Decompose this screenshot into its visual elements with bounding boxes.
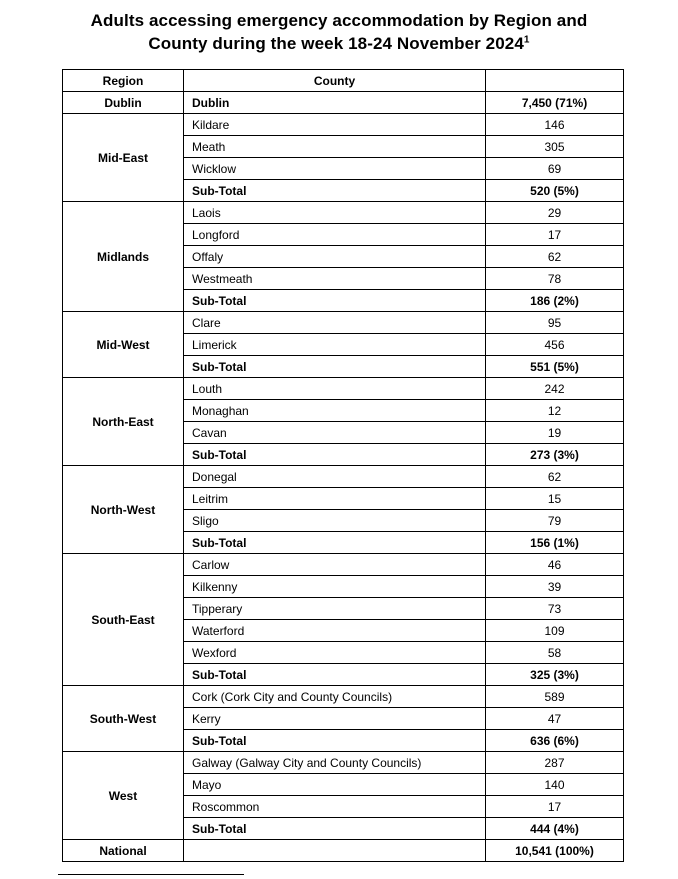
region-cell: Midlands [63,202,184,312]
footnote-marker: 1 [523,34,530,46]
region-cell: North-West [63,466,184,554]
table-row [63,752,624,774]
value-cell: 19 [486,422,624,444]
value-cell: 325 (3%) [486,664,624,686]
table-row [63,686,624,708]
table-row [63,840,624,862]
county-cell: Kildare [184,114,486,136]
table-row [63,554,624,576]
table-row [63,378,624,400]
region-cell: Mid-East [63,114,184,202]
county-cell: Roscommon [184,796,486,818]
county-cell: Sub-Total [184,180,486,202]
county-cell: Galway (Galway City and County Councils) [184,752,486,774]
value-cell: 636 (6%) [486,730,624,752]
county-cell: Sub-Total [184,818,486,840]
table-header-row [63,70,624,92]
county-cell: Sub-Total [184,356,486,378]
value-cell: 156 (1%) [486,532,624,554]
value-cell: 242 [486,378,624,400]
value-cell: 7,450 (71%) [486,92,624,114]
value-cell: 62 [486,246,624,268]
county-cell: Louth [184,378,486,400]
page-title-line1: Adults accessing emergency accommodation by Region and [90,11,588,30]
value-cell: 78 [486,268,624,290]
county-cell: Sub-Total [184,290,486,312]
county-cell: Sub-Total [184,730,486,752]
county-cell: Tipperary [184,598,486,620]
region-cell: Mid-West [63,312,184,378]
header-region: Region [63,70,184,92]
county-cell: Cavan [184,422,486,444]
value-cell: 589 [486,686,624,708]
county-cell: Sub-Total [184,532,486,554]
value-cell: 47 [486,708,624,730]
value-cell: 12 [486,400,624,422]
value-cell: 146 [486,114,624,136]
value-cell: 39 [486,576,624,598]
value-cell: 551 (5%) [486,356,624,378]
header-value [486,70,624,92]
value-cell: 15 [486,488,624,510]
county-cell: Westmeath [184,268,486,290]
value-cell: 29 [486,202,624,224]
county-cell: Wicklow [184,158,486,180]
region-cell: North-East [63,378,184,466]
value-cell: 17 [486,796,624,818]
county-cell: Longford [184,224,486,246]
value-cell: 10,541 (100%) [486,840,624,862]
value-cell: 305 [486,136,624,158]
table-row [63,114,624,136]
county-cell: Leitrim [184,488,486,510]
value-cell: 456 [486,334,624,356]
county-cell: Monaghan [184,400,486,422]
value-cell: 140 [486,774,624,796]
value-cell: 58 [486,642,624,664]
value-cell: 287 [486,752,624,774]
value-cell: 109 [486,620,624,642]
county-cell: Clare [184,312,486,334]
page-title-line2: County during the week 18-24 November 2024 [148,34,524,53]
footnote-separator [58,874,244,875]
value-cell: 186 (2%) [486,290,624,312]
table-row [63,202,624,224]
county-cell: Donegal [184,466,486,488]
value-cell: 17 [486,224,624,246]
region-cell: West [63,752,184,840]
region-county-table [62,69,624,862]
county-cell: Waterford [184,620,486,642]
county-cell: Limerick [184,334,486,356]
table-row [63,466,624,488]
value-cell: 520 (5%) [486,180,624,202]
page-title [0,9,678,55]
value-cell: 444 (4%) [486,818,624,840]
county-cell: Carlow [184,554,486,576]
region-cell: National [63,840,184,862]
value-cell: 95 [486,312,624,334]
county-cell: Dublin [184,92,486,114]
county-cell: Sligo [184,510,486,532]
county-cell: Offaly [184,246,486,268]
county-cell: Kerry [184,708,486,730]
value-cell: 62 [486,466,624,488]
county-cell: Laois [184,202,486,224]
county-cell: Sub-Total [184,444,486,466]
value-cell: 69 [486,158,624,180]
table-row [63,92,624,114]
value-cell: 73 [486,598,624,620]
county-cell: Mayo [184,774,486,796]
county-cell: Kilkenny [184,576,486,598]
county-cell [184,840,486,862]
value-cell: 273 (3%) [486,444,624,466]
table-row [63,312,624,334]
header-county: County [184,70,486,92]
value-cell: 79 [486,510,624,532]
county-cell: Wexford [184,642,486,664]
region-cell: South-East [63,554,184,686]
region-cell: Dublin [63,92,184,114]
county-cell: Cork (Cork City and County Councils) [184,686,486,708]
county-cell: Sub-Total [184,664,486,686]
region-cell: South-West [63,686,184,752]
county-cell: Meath [184,136,486,158]
value-cell: 46 [486,554,624,576]
